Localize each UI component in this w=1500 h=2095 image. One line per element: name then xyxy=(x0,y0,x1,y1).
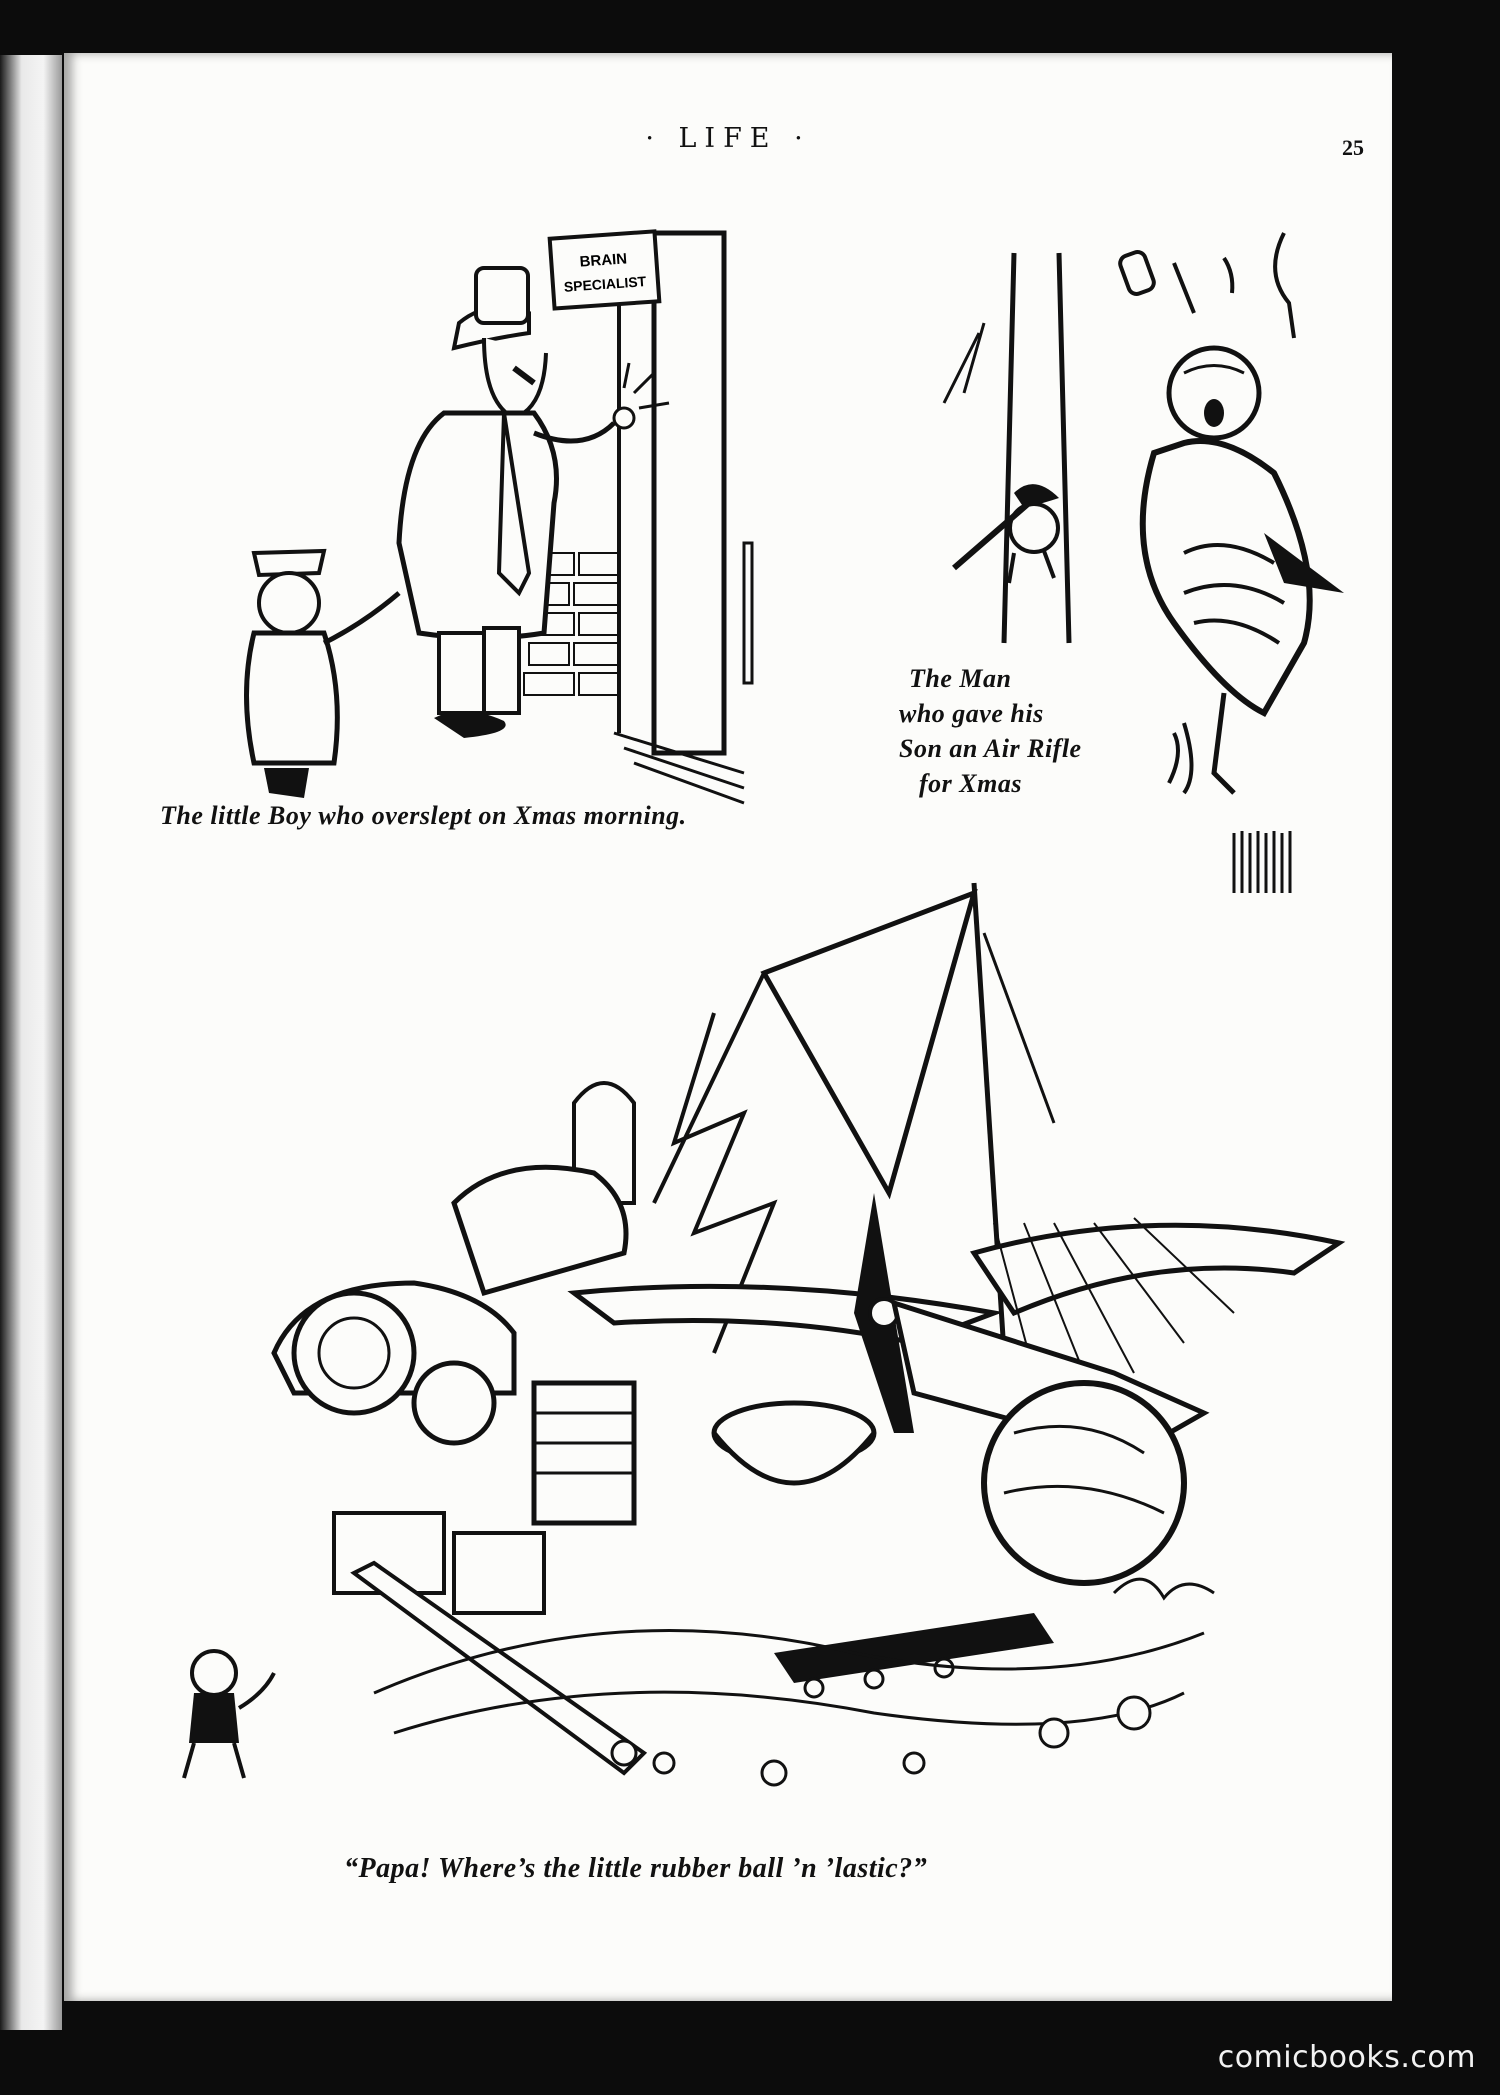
caption-air-rifle-line-1: The Man xyxy=(909,664,1012,693)
toy-pile-illustration xyxy=(154,873,1354,1833)
cartoon-toy-pile xyxy=(154,873,1354,1833)
caption-brain-specialist: The little Boy who overslept on Xmas morning. xyxy=(160,801,687,830)
caption-air-rifle-line-2: who gave his xyxy=(899,699,1044,728)
sign-line-2: SPECIALIST xyxy=(563,273,647,295)
cartoon-brain-specialist xyxy=(184,173,764,813)
magazine-page xyxy=(64,53,1392,2001)
caption-air-rifle-line-4: for Xmas xyxy=(919,769,1022,798)
adjacent-page-edge xyxy=(0,55,62,2030)
caption-air-rifle-line-3: Son an Air Rifle xyxy=(899,734,1082,763)
magazine-header: · LIFE · xyxy=(645,123,811,154)
caption-toy-pile: “Papa! Where’s the little rubber ball ’n ’lastic?” xyxy=(344,1853,928,1884)
caption-air-rifle xyxy=(899,661,1139,801)
watermark: comicbooks.com xyxy=(1217,2040,1476,2075)
brain-specialist-illustration xyxy=(184,173,764,813)
page-number: 25 xyxy=(1342,135,1364,160)
sign-line-1: BRAIN xyxy=(579,250,628,271)
